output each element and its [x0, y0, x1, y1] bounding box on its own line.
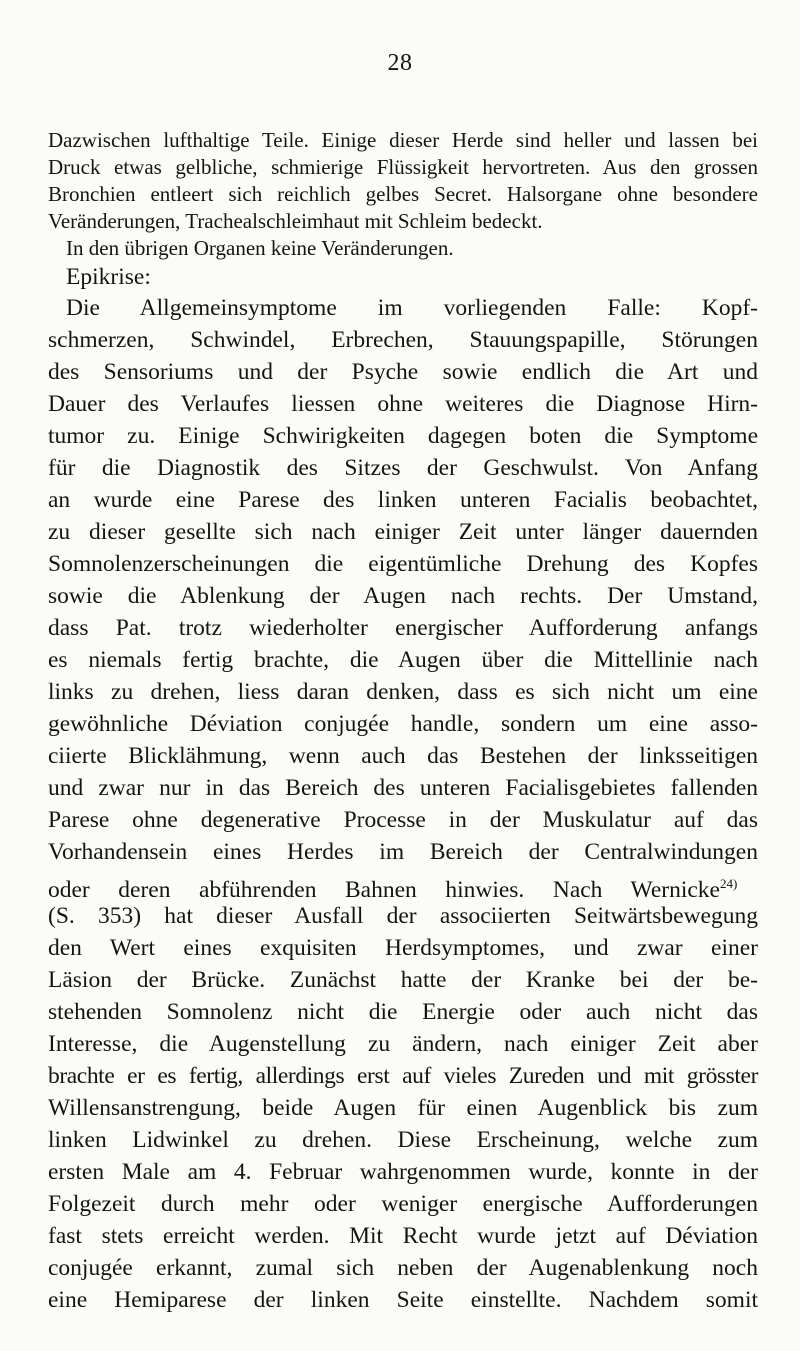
epicrisis-line: und zwar nur in das Bereich des unteren Facialisgebietes fallenden: [48, 775, 758, 801]
epicrisis-line: eine Hemiparese der linken Seite einstellte. Nachdem somit: [48, 1287, 758, 1313]
autopsy-line: Veränderungen, Trachealschleimhaut mit Schleim bedeckt.: [48, 209, 543, 233]
epicrisis-line: Folgezeit durch mehr oder weniger energische Aufforderungen: [48, 1191, 758, 1217]
epicrisis-line: Vorhandensein eines Herdes im Bereich der Centralwindungen: [48, 839, 758, 865]
epicrisis-line: den Wert eines exquisiten Herdsymptomes, und zwar einer: [48, 935, 758, 961]
footnote-reference: 24): [720, 876, 738, 891]
epicrisis-line-text: oder deren abführenden Bahnen hinwies. Nach Wernicke: [48, 877, 720, 903]
epicrisis-line: es niemals fertig brachte, die Augen über die Mittellinie nach: [48, 647, 758, 673]
epicrisis-line: Die Allgemeinsymptome im vorliegenden Falle: Kopf-: [66, 295, 758, 321]
autopsy-line: Dazwischen lufthaltige Teile. Einige dieser Herde sind heller und lassen bei: [48, 128, 758, 152]
epicrisis-line: für die Diagnostik des Sitzes der Geschwulst. Von Anfang: [48, 455, 758, 481]
autopsy-line: In den übrigen Organen keine Veränderungen.: [66, 236, 454, 260]
epicrisis-line: Somnolenzerscheinungen die eigentümliche Drehung des Kopfes: [48, 551, 758, 577]
epicrisis-line: Willensanstrengung, beide Augen für einen Augenblick bis zum: [48, 1095, 758, 1121]
epicrisis-line: dass Pat. trotz wiederholter energischer Aufforderung anfangs: [48, 615, 758, 641]
page-number: 28: [387, 50, 413, 76]
epicrisis-line: ersten Male am 4. Februar wahrgenommen wurde, konnte in der: [48, 1159, 758, 1185]
epicrisis-line: gewöhnliche Déviation conjugée handle, sondern um eine asso-: [48, 711, 758, 737]
epicrisis-line: Läsion der Brücke. Zunächst hatte der Kranke bei der be-: [48, 967, 758, 993]
epicrisis-line: stehenden Somnolenz nicht die Energie oder auch nicht das: [48, 999, 758, 1025]
epicrisis-line: sowie die Ablenkung der Augen nach rechts. Der Umstand,: [48, 583, 758, 609]
epicrisis-line: Interesse, die Augenstellung zu ändern, nach einiger Zeit aber: [48, 1031, 758, 1057]
epicrisis-line: zu dieser gesellte sich nach einiger Zeit unter länger dauernden: [48, 519, 758, 545]
epicrisis-line: ciierte Blicklähmung, wenn auch das Bestehen der linksseitigen: [48, 743, 758, 769]
epicrisis-line-with-footnote: [48, 869, 758, 903]
section-heading: Epikrise:: [66, 264, 151, 290]
epicrisis-line: an wurde eine Parese des linken unteren Facialis beobachtet,: [48, 487, 758, 513]
epicrisis-line: links zu drehen, liess daran denken, dass es sich nicht um eine: [48, 679, 758, 705]
epicrisis-line: linken Lidwinkel zu drehen. Diese Erscheinung, welche zum: [48, 1127, 758, 1153]
epicrisis-line: des Sensoriums und der Psyche sowie endlich die Art und: [48, 359, 758, 385]
epicrisis-line: schmerzen, Schwindel, Erbrechen, Stauungspapille, Störungen: [48, 327, 758, 353]
epicrisis-line: Parese ohne degenerative Processe in der Muskulatur auf das: [48, 807, 758, 833]
epicrisis-line: fast stets erreicht werden. Mit Recht wurde jetzt auf Déviation: [48, 1223, 758, 1249]
epicrisis-line: tumor zu. Einige Schwirigkeiten dagegen boten die Symptome: [48, 423, 758, 449]
autopsy-line: Bronchien entleert sich reichlich gelbes Secret. Halsorgane ohne besondere: [48, 182, 758, 206]
epicrisis-line: (S. 353) hat dieser Ausfall der associierten Seitwärtsbewegung: [48, 903, 758, 929]
epicrisis-line: brachte er es fertig, allerdings erst auf vieles Zureden und mit grösster: [48, 1063, 758, 1089]
epicrisis-line: conjugée erkannt, zumal sich neben der Augenablenkung noch: [48, 1255, 758, 1281]
epicrisis-line: Dauer des Verlaufes liessen ohne weiteres die Diagnose Hirn-: [48, 391, 758, 417]
autopsy-line: Druck etwas gelbliche, schmierige Flüssigkeit hervortreten. Aus den grossen: [48, 155, 758, 179]
